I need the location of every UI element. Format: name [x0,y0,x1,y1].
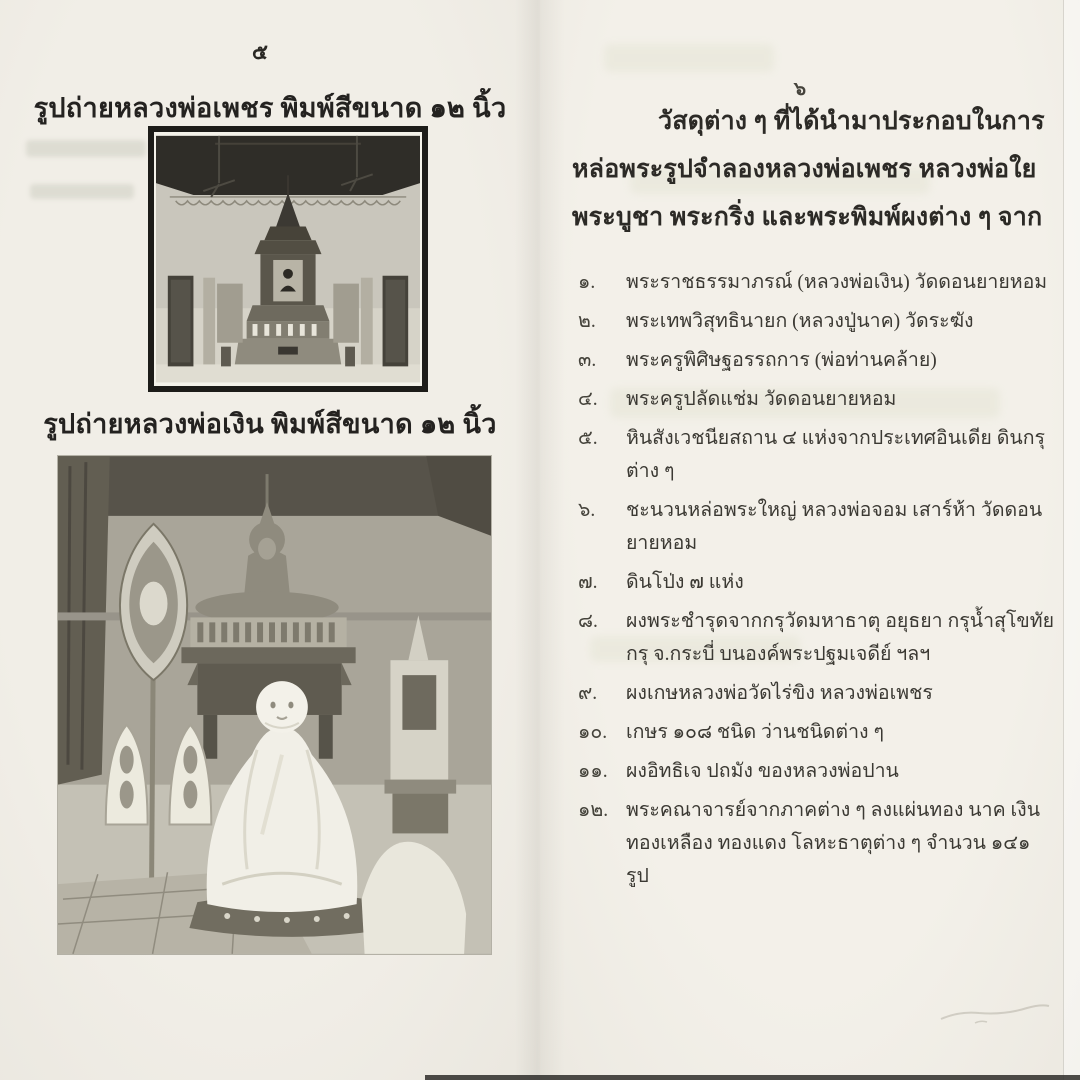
item-text: พระราชธรรมาภรณ์ (หลวงพ่อเงิน) วัดดอนยายหอม [626,272,1048,293]
print-bleed-through [26,140,146,157]
intro-line: หล่อพระรูปจำลองหลวงพ่อเพชร หลวงพ่อใย [572,156,1037,183]
item-number: ๕. [578,428,598,449]
intro-line: วัสดุต่าง ๆ ที่ได้นำมาประกอบในการ [658,108,1045,135]
caption-luang-pho-phet: รูปถ่ายหลวงพ่อเพชร พิมพ์สีขนาด ๑๒ นิ้ว [33,93,507,123]
item-number: ๘. [578,611,598,632]
right-page [540,0,1080,1080]
list-item [578,422,1056,488]
temple-shrine-illustration [156,134,420,384]
item-number: ๓. [578,350,597,371]
item-text: พระครูพิศิษฐอรรถการ (พ่อท่านคล้าย) [626,350,937,371]
list-item [578,344,1056,377]
scan-smudge [604,44,774,72]
item-text: ผงอิทธิเจ ปถมัง ของหลวงพ่อปาน [626,761,899,782]
item-text: พระคณาจารย์จากภาคต่าง ๆ ลงแผ่นทอง นาค เงิน ทองเหลือง ทองแดง โลหะธาตุต่าง ๆ จำนวน ๑๔๑ รูป [626,800,1041,887]
item-number: ๑๐. [578,722,608,743]
item-text: พระครูปลัดแช่ม วัดดอนยายหอม [626,389,897,410]
item-number: ๗. [578,572,598,593]
item-text: ผงพระชำรุดจากกรุวัดมหาธาตุ อยุธยา กรุน้ำสุโขทัย กรุ จ.กระบี่ บนองค์พระปฐมเจดีย์ ฯลฯ [626,611,1055,665]
monk-portrait-illustration [58,456,491,954]
left-page-number: ๕ [252,40,268,64]
item-number: ๔. [578,389,598,410]
list-item [578,266,1056,299]
item-number: ๑๑. [578,761,608,782]
item-text: หินสังเวชนียสถาน ๔ แห่งจากประเทศอินเดีย ดินกรุต่าง ๆ [626,428,1046,482]
page-edge [1063,0,1080,1080]
list-item [578,383,1056,416]
item-number: ๙. [578,683,598,704]
scan-edge-line [425,1075,1080,1080]
photo-temple-shrine [148,126,428,392]
pencil-scribble [935,995,1055,1029]
item-text: พระเทพวิสุทธินายก (หลวงปู่นาค) วัดระฆัง [626,311,974,332]
item-number: ๖. [578,500,596,521]
item-number: ๒. [578,311,596,332]
intro-line: พระบูชา พระกริ่ง และพระพิมพ์ผงต่าง ๆ จาก [572,204,1043,231]
materials-list [578,266,1056,899]
item-text: ผงเกษหลวงพ่อวัดไร่ขิง หลวงพ่อเพชร [626,683,933,704]
item-text: ชะนวนหล่อพระใหญ่ หลวงพ่อจอม เสาร์ห้า วัดดอนยายหอม [626,500,1043,554]
page-gutter-shadow [515,0,565,1080]
item-number: ๑๒. [578,800,609,821]
photo-monk-portrait [57,455,492,955]
list-item [578,305,1056,338]
list-item [578,794,1056,893]
right-page-number: ๖ [793,79,807,100]
list-item [578,716,1056,749]
list-item [578,566,1056,599]
item-number: ๑. [578,272,596,293]
curtain-shape [58,456,491,516]
list-item [578,605,1056,671]
item-text: เกษร ๑๐๘ ชนิด ว่านชนิดต่าง ๆ [626,722,884,743]
item-text: ดินโป่ง ๗ แห่ง [626,572,744,593]
list-item [578,494,1056,560]
intro-paragraph [572,98,1054,242]
caption-luang-pho-ngoen: รูปถ่ายหลวงพ่อเงิน พิมพ์สีขนาด ๑๒ นิ้ว [43,409,497,439]
list-item [578,677,1056,710]
list-item [578,755,1056,788]
print-bleed-through [30,184,134,199]
